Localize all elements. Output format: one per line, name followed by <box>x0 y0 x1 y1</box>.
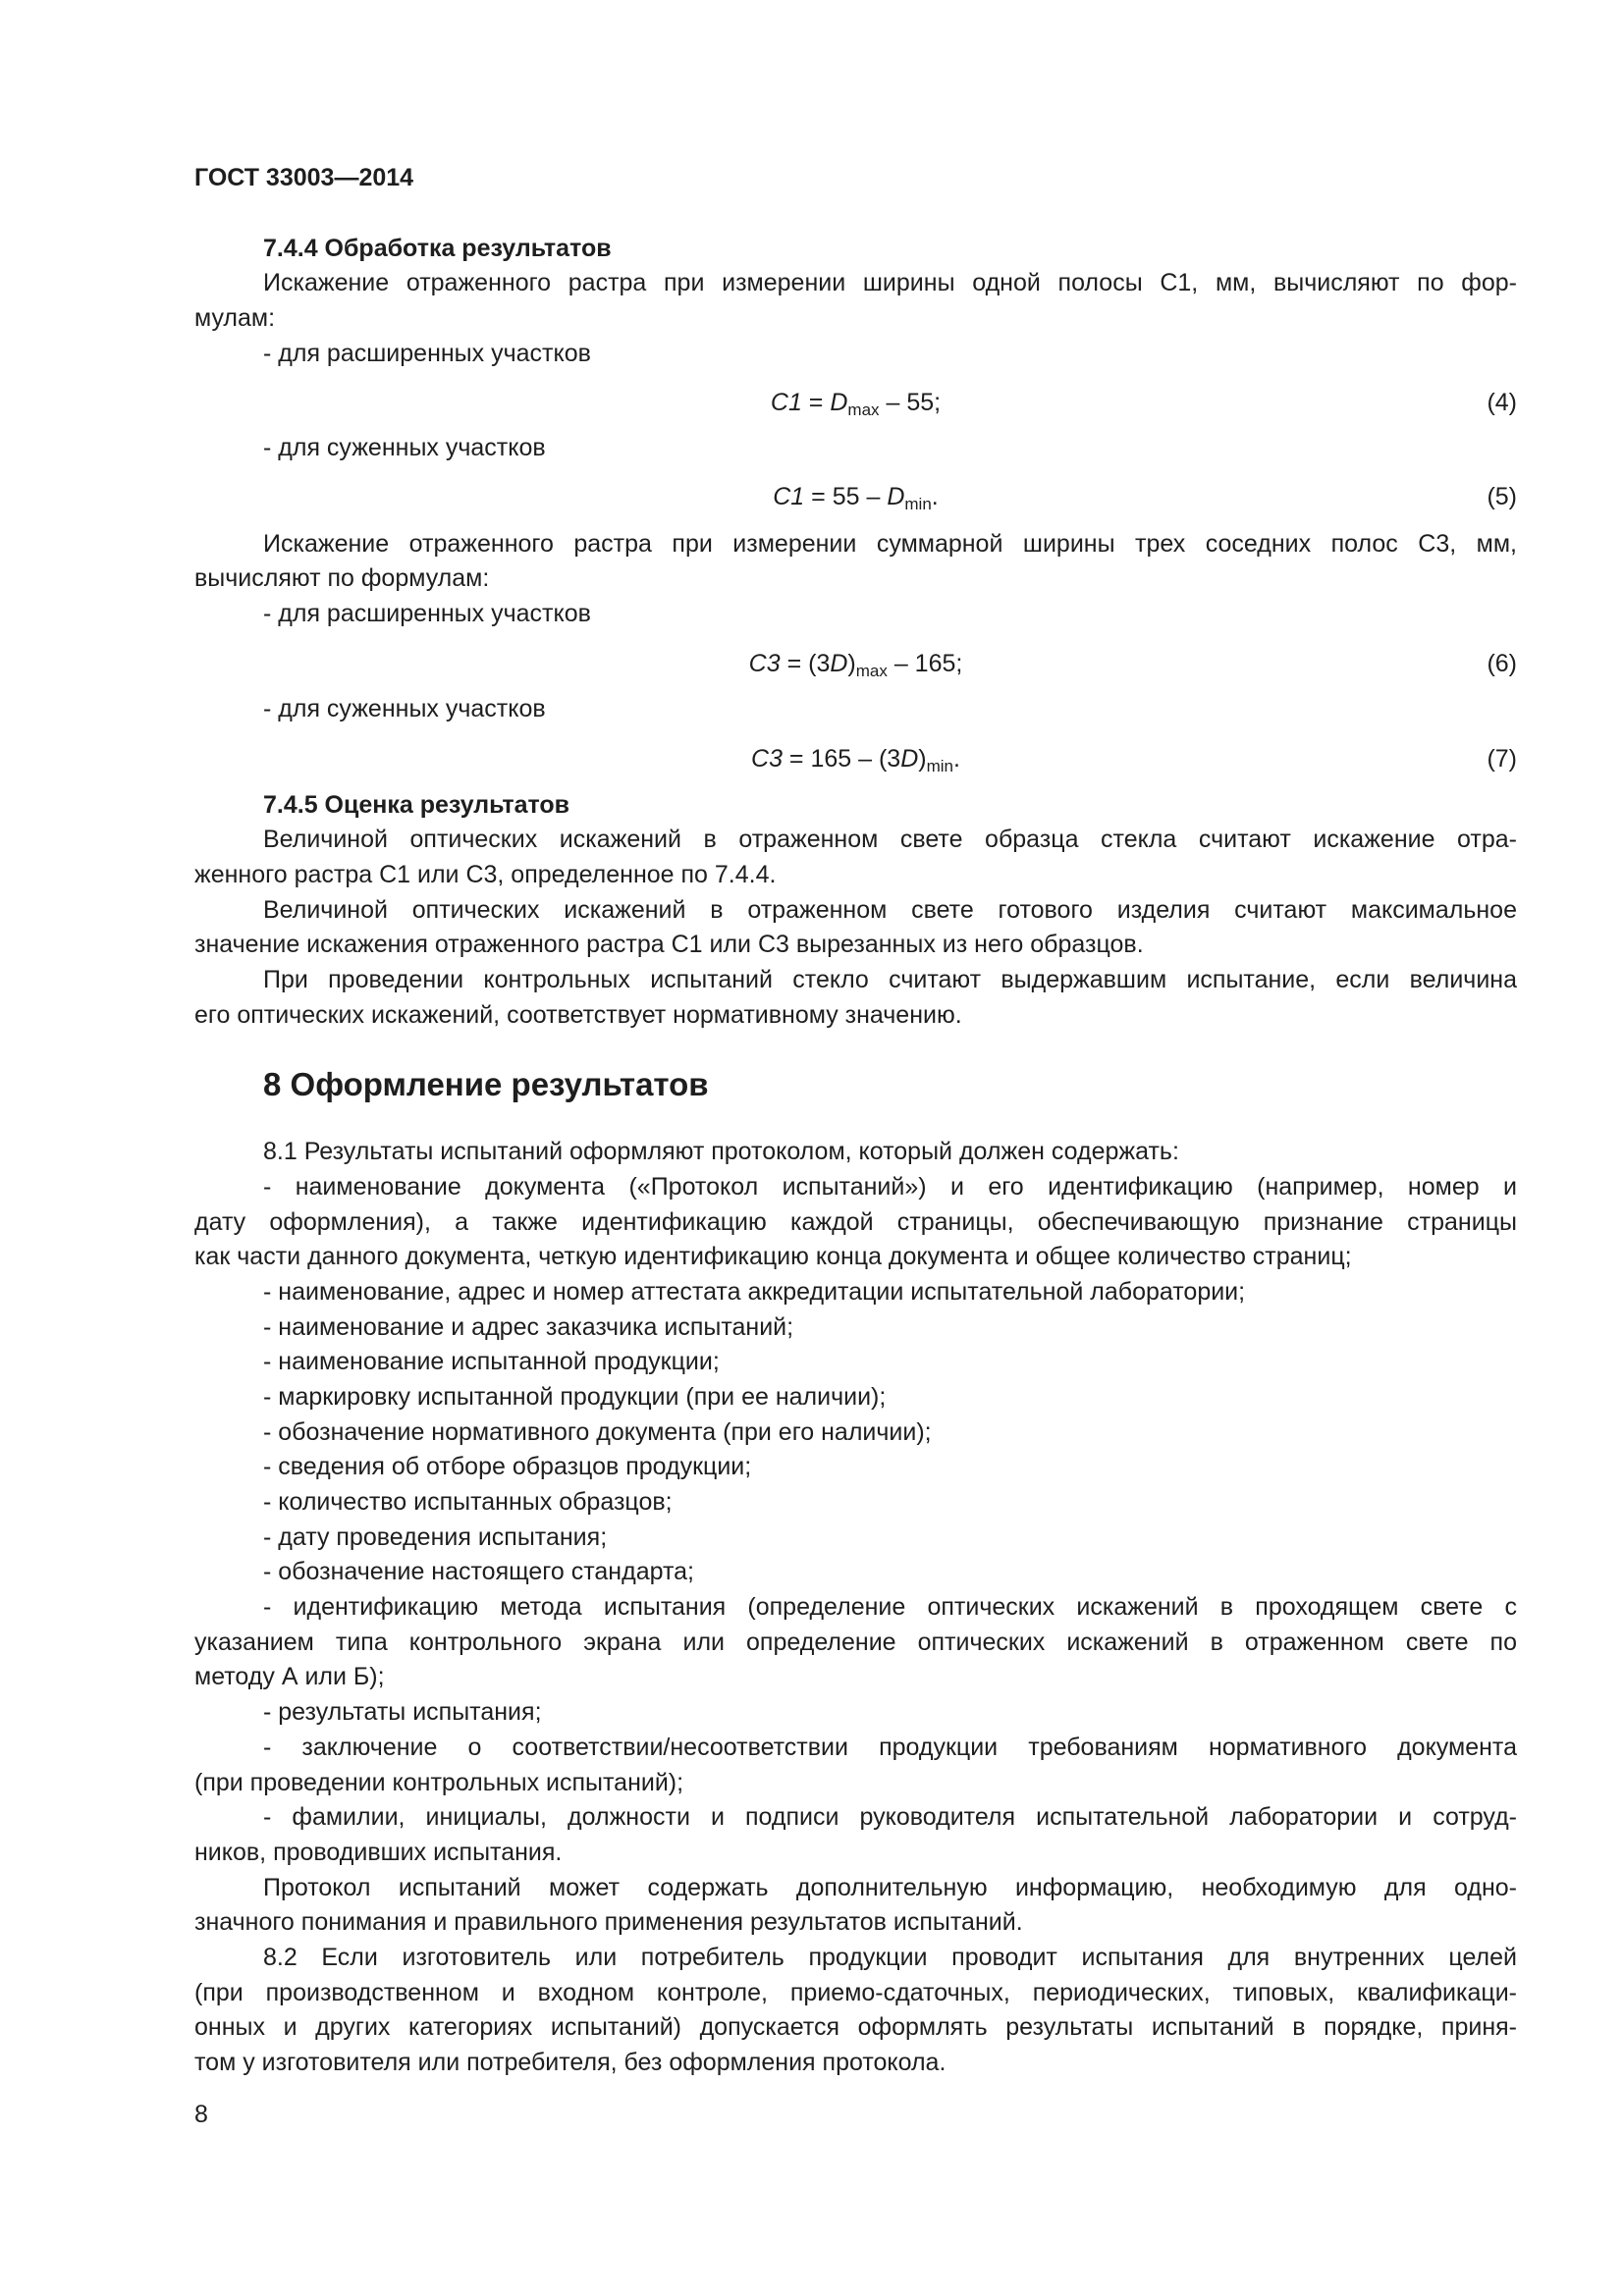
equation-number: (7) <box>1487 744 1517 773</box>
formula-lhs: С1 <box>770 389 802 417</box>
text-line: - маркировку испытанной продукции (при ее наличии); <box>263 1382 887 1411</box>
paragraph <box>194 1590 1517 1695</box>
formula-text: = (3 <box>780 649 831 677</box>
formula-lhs: С3 <box>751 744 783 773</box>
text-line: Величиной оптических искажений в отраженном свете готового изделия считают максимальное <box>263 895 1517 924</box>
text-line: значение искажения отраженного растра С1 или С3 вырезанных из него образцов. <box>194 931 1144 959</box>
text-line: - идентификацию метода испытания (определение оптических искажений в проходящем свете с <box>263 1593 1517 1622</box>
paragraph <box>194 1555 1517 1590</box>
section-heading-7-4-5: 7.4.5 Оценка результатов <box>263 790 570 819</box>
text-line: мулам: <box>194 304 276 333</box>
equation-number: (6) <box>1487 649 1517 677</box>
paragraph <box>194 823 1517 892</box>
text-line: (при проведении контрольных испытаний); <box>194 1768 684 1796</box>
text-line: дату оформления), а также идентификацию каждой страницы, обеспечивающую признание страницы <box>194 1207 1517 1236</box>
paragraph <box>194 1170 1517 1275</box>
text-line: женного растра С1 или С3, определенное по 7.4.4. <box>194 861 777 888</box>
list-item: - для суженных участков <box>263 434 546 462</box>
text-line: его оптических искажений, соответствует нормативному значению. <box>194 1000 962 1029</box>
paragraph <box>194 963 1517 1033</box>
paragraph <box>194 1345 1517 1380</box>
text-line: При проведении контрольных испытаний стекло считают выдержавшим испытание, если величина <box>263 966 1517 994</box>
formula-text: ) <box>847 649 856 677</box>
formula-var: D <box>900 744 919 773</box>
paragraph <box>194 1275 1517 1310</box>
text-line: методу А или Б); <box>194 1663 385 1691</box>
formula-6 <box>194 647 1517 682</box>
paragraph <box>194 1941 1517 2081</box>
text-line: том у изготовителя или потребителя, без оформления протокола. <box>194 2049 947 2076</box>
formula-5 <box>194 480 1517 515</box>
formula-text: – 165; <box>887 649 963 677</box>
formula-text: . <box>953 744 960 773</box>
text-line: - обозначение настоящего стандарта; <box>263 1558 694 1586</box>
formula-text: – 55; <box>879 389 942 417</box>
paragraph <box>194 1731 1517 1800</box>
list-item: - для суженных участков <box>263 695 546 723</box>
text-line: вычисляют по формулам: <box>194 564 490 593</box>
text-line: Величиной оптических искажений в отраженном свете образца стекла считают искажение отра- <box>263 826 1517 854</box>
formula-text: = <box>801 389 831 417</box>
formula-lhs: С1 <box>773 482 805 510</box>
text-line: Искажение отраженного растра при измерении суммарной ширины трех соседних полос С3, мм, <box>263 529 1517 558</box>
text-line: 8.2 Если изготовитель или потребитель продукции проводит испытания для внутренних целей <box>263 1943 1517 1971</box>
paragraph <box>194 1800 1517 1870</box>
text-line: значного понимания и правильного применения результатов испытаний. <box>194 1908 1023 1937</box>
list-item: - для расширенных участков <box>263 339 591 367</box>
paragraph <box>194 266 1517 336</box>
document-header: ГОСТ 33003—2014 <box>194 164 414 191</box>
section-heading-7-4-4: 7.4.4 Обработка результатов <box>263 234 612 262</box>
list-item: - для расширенных участков <box>263 599 591 627</box>
paragraph <box>194 1871 1517 1941</box>
document-page <box>194 161 1517 2132</box>
paragraph <box>194 1450 1517 1485</box>
paragraph-group <box>194 1170 1517 2081</box>
page-number: 8 <box>194 2100 208 2128</box>
paragraph <box>194 1135 1517 1170</box>
paragraph <box>194 893 1517 963</box>
formula-text: . <box>931 482 939 510</box>
text-line: - результаты испытания; <box>263 1698 542 1727</box>
text-line: - сведения об отборе образцов продукции; <box>263 1453 752 1481</box>
text-line: - фамилии, инициалы, должности и подписи руководителя испытательной лаборатории и сотруд- <box>263 1803 1517 1832</box>
section-heading-8: 8 Оформление результатов <box>263 1066 709 1103</box>
formula-7 <box>194 742 1517 777</box>
text-line: онных и других категориях испытаний) допускается оформлять результаты испытаний в порядке, приня- <box>194 2013 1517 2042</box>
text-line: - наименование, адрес и номер аттестата аккредитации испытательной лаборатории; <box>263 1277 1246 1306</box>
text-line: - наименование документа («Протокол испытаний») и его идентификацию (например, номер и <box>263 1172 1517 1201</box>
paragraph <box>194 1521 1517 1556</box>
formula-text: ) <box>918 744 927 773</box>
text-line: - обозначение нормативного документа (при его наличии); <box>263 1417 932 1446</box>
text-line: - наименование и адрес заказчика испытаний; <box>263 1312 794 1341</box>
text-line: - наименование испытанной продукции; <box>263 1348 720 1376</box>
paragraph <box>194 1310 1517 1346</box>
text-line: Искажение отраженного растра при измерении ширины одной полосы С1, мм, вычисляют по фор- <box>263 269 1517 297</box>
equation-number: (5) <box>1487 482 1517 510</box>
paragraph <box>194 1485 1517 1521</box>
paragraph <box>194 1380 1517 1415</box>
formula-sub: min <box>926 756 954 775</box>
text-line: - дату проведения испытания; <box>263 1522 608 1551</box>
paragraph <box>194 1695 1517 1731</box>
equation-number: (4) <box>1487 389 1517 417</box>
text-line: как части данного документа, четкую идентификацию конца документа и общее количество страниц; <box>194 1243 1352 1271</box>
text-line: 8.1 Результаты испытаний оформляют протоколом, который должен содержать: <box>263 1138 1179 1166</box>
paragraph <box>194 527 1517 597</box>
formula-text: = 165 – (3 <box>782 744 901 773</box>
text-line: - заключение о соответствии/несоответствии продукции требованиям нормативного документа <box>263 1733 1517 1761</box>
formula-lhs: С3 <box>748 649 781 677</box>
text-line: (при производственном и входном контроле, приемо-сдаточных, периодических, типовых, квалификаци- <box>194 1978 1517 2006</box>
formula-var: D <box>830 649 848 677</box>
text-line: Протокол испытаний может содержать дополнительную информацию, необходимую для одно- <box>263 1873 1517 1901</box>
formula-sub: min <box>904 494 932 513</box>
formula-text: = 55 – <box>804 482 888 510</box>
text-line: ников, проводивших испытания. <box>194 1838 563 1866</box>
paragraph <box>194 1415 1517 1451</box>
formula-var: D <box>887 482 905 510</box>
formula-4 <box>194 386 1517 421</box>
text-line: - количество испытанных образцов; <box>263 1488 673 1516</box>
formula-var: D <box>830 389 848 417</box>
text-line: указанием типа контрольного экрана или определение оптических искажений в отраженном свете по <box>194 1628 1517 1656</box>
formula-sub: max <box>855 661 888 680</box>
formula-sub: max <box>847 400 880 420</box>
